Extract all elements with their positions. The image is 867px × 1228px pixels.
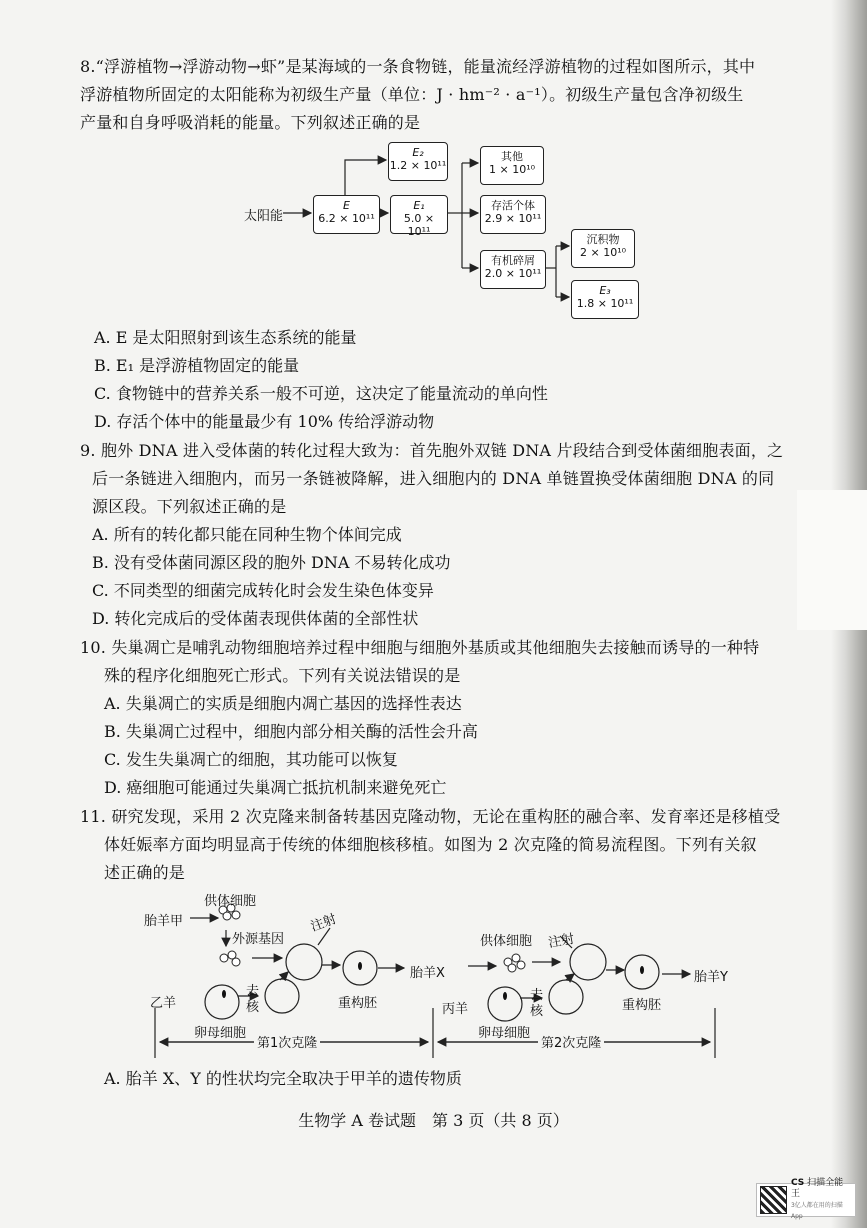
node-detritus-name: 有机碎屑 <box>491 254 535 267</box>
q8-option-c: C. 食物链中的营养关系一般不可逆，这决定了能量流动的单向性 <box>94 384 548 403</box>
node-E3-value: 1.8 × 10¹¹ <box>576 297 634 310</box>
node-detritus-value: 2.0 × 10¹¹ <box>484 267 542 280</box>
label-oocyte2: 卵母细胞 <box>478 1026 531 1041</box>
label-fetus-x: 胎羊X <box>410 966 445 981</box>
node-E2-value: 1.2 × 10¹¹ <box>389 159 447 172</box>
node-E <box>313 195 380 234</box>
q8-stem-line-1: 8.“浮游植物→浮游动物→虾”是某海域的一条食物链，能量流经浮游植物的过程如图所示，其中 <box>80 57 756 76</box>
label-goat-a: 胎羊甲 <box>144 914 184 929</box>
node-sediment-name: 沉积物 <box>586 233 620 246</box>
q9-option-c: C. 不同类型的细菌完成转化时会发生染色体变异 <box>92 581 434 600</box>
node-E2 <box>388 142 448 181</box>
q9-stem-line-3: 源区段。下列叙述正确的是 <box>92 497 287 516</box>
q9-option-a: A. 所有的转化都只能在同种生物个体间完成 <box>92 525 402 544</box>
node-other-value: 1 × 10¹⁰ <box>488 163 536 176</box>
label-donor1: 供体细胞 <box>204 894 257 909</box>
label-enucleate2-a: 去 <box>530 988 544 1003</box>
q8-stem-line-3: 产量和自身呼吸消耗的能量。下列叙述正确的是 <box>80 113 421 132</box>
node-alive-name: 存活个体 <box>491 199 535 212</box>
label-embryo2: 重构胚 <box>622 998 662 1013</box>
node-other <box>480 146 544 185</box>
label-enucleate1-a: 去 <box>246 984 260 999</box>
q11-stem-line-2: 体妊娠率方面均明显高于传统的体细胞核移植。如图为 2 次克隆的简易流程图。下列有关叙 <box>104 835 757 854</box>
q9-option-d: D. 转化完成后的受体菌表现供体菌的全部性状 <box>92 609 419 628</box>
label-goat-c: 丙羊 <box>442 1002 469 1017</box>
q9-stem-line-1: 9. 胞外 DNA 进入受体菌的转化过程大致为：首先胞外双链 DNA 片段结合到受体菌细胞表面，之 <box>80 441 784 460</box>
q9-option-b: B. 没有受体菌同源区段的胞外 DNA 不易转化成功 <box>92 553 451 572</box>
watermark-sub: 3亿人都在用的扫描App <box>790 1202 843 1220</box>
node-E1-name: E₁ <box>413 199 425 212</box>
label-enucleate1-b: 核 <box>246 1000 260 1015</box>
label-foreign-gene: 外源基因 <box>232 932 285 947</box>
node-other-name: 其他 <box>501 150 523 163</box>
q11-stem-line-1: 11. 研究发现，采用 2 次克隆来制备转基因克隆动物，无论在重构胚的融合率、发育率还是移植受 <box>80 807 781 826</box>
node-E-name: E <box>343 199 350 212</box>
node-sediment-value: 2 × 10¹⁰ <box>579 246 627 259</box>
node-E-value: 6.2 × 10¹¹ <box>318 212 375 225</box>
q8-option-b: B. E₁ 是浮游植物固定的能量 <box>94 356 300 375</box>
node-alive-value: 2.9 × 10¹¹ <box>484 212 542 225</box>
qr-code-icon <box>760 1186 787 1214</box>
label-donor2: 供体细胞 <box>480 934 533 949</box>
watermark-logo: CS <box>790 1178 805 1188</box>
node-alive <box>480 195 546 234</box>
q10-stem-line-2: 殊的程序化细胞死亡形式。下列有关说法错误的是 <box>104 666 461 685</box>
label-embryo1: 重构胚 <box>338 996 378 1011</box>
label-oocyte1: 卵母细胞 <box>194 1026 247 1041</box>
q10-option-a: A. 失巢凋亡的实质是细胞内凋亡基因的选择性表达 <box>104 694 462 713</box>
q11-option-a: A. 胎羊 X、Y 的性状均完全取决于甲羊的遗传物质 <box>104 1069 462 1088</box>
node-E3-name: E₃ <box>599 284 611 297</box>
label-goat-b: 乙羊 <box>150 996 177 1011</box>
node-E1-value: 5.0 × 10¹¹ <box>403 212 435 238</box>
q8-option-d: D. 存活个体中的能量最少有 10% 传给浮游动物 <box>94 412 435 431</box>
scanner-watermark <box>756 1178 856 1220</box>
q10-option-b: B. 失巢凋亡过程中，细胞内部分相关酶的活性会升高 <box>104 722 478 741</box>
q10-option-d: D. 癌细胞可能通过失巢凋亡抵抗机制来避免死亡 <box>104 778 447 797</box>
q8-option-a: A. E 是太阳照射到该生态系统的能量 <box>94 328 357 347</box>
label-clone2: 第2次克隆 <box>538 1032 604 1051</box>
sun-energy-label: 太阳能 <box>244 209 284 224</box>
label-clone1: 第1次克隆 <box>254 1032 320 1051</box>
node-E3 <box>571 280 639 319</box>
label-inject2: 注射 <box>547 931 576 952</box>
q10-option-c: C. 发生失巢凋亡的细胞，其功能可以恢复 <box>104 750 398 769</box>
q11-stem-line-3: 述正确的是 <box>104 863 186 882</box>
node-E2-name: E₂ <box>412 146 424 159</box>
watermark-title: 扫描全能王 <box>790 1178 844 1199</box>
q8-stem-line-2: 浮游植物所固定的太阳能称为初级生产量（单位：J · hm⁻² · a⁻¹）。初级生产量包含净初级生 <box>80 85 744 104</box>
label-inject1: 注射 <box>308 911 339 935</box>
q10-stem-line-1: 10. 失巢凋亡是哺乳动物细胞培养过程中细胞与细胞外基质或其他细胞失去接触而诱导的一种特 <box>80 638 760 657</box>
node-detritus <box>480 250 546 289</box>
node-E1 <box>390 195 448 238</box>
label-fetus-y: 胎羊Y <box>694 970 728 985</box>
node-sediment <box>571 229 635 268</box>
label-enucleate2-b: 核 <box>530 1004 544 1019</box>
page-footer: 生物学 A 卷试题 第 3 页（共 8 页） <box>298 1111 569 1130</box>
q9-stem-line-2: 后一条链进入细胞内，而另一条链被降解，进入细胞内的 DNA 单链置换受体菌细胞 DNA 的同 <box>92 469 775 488</box>
arrow-E-to-E2 <box>345 160 386 195</box>
